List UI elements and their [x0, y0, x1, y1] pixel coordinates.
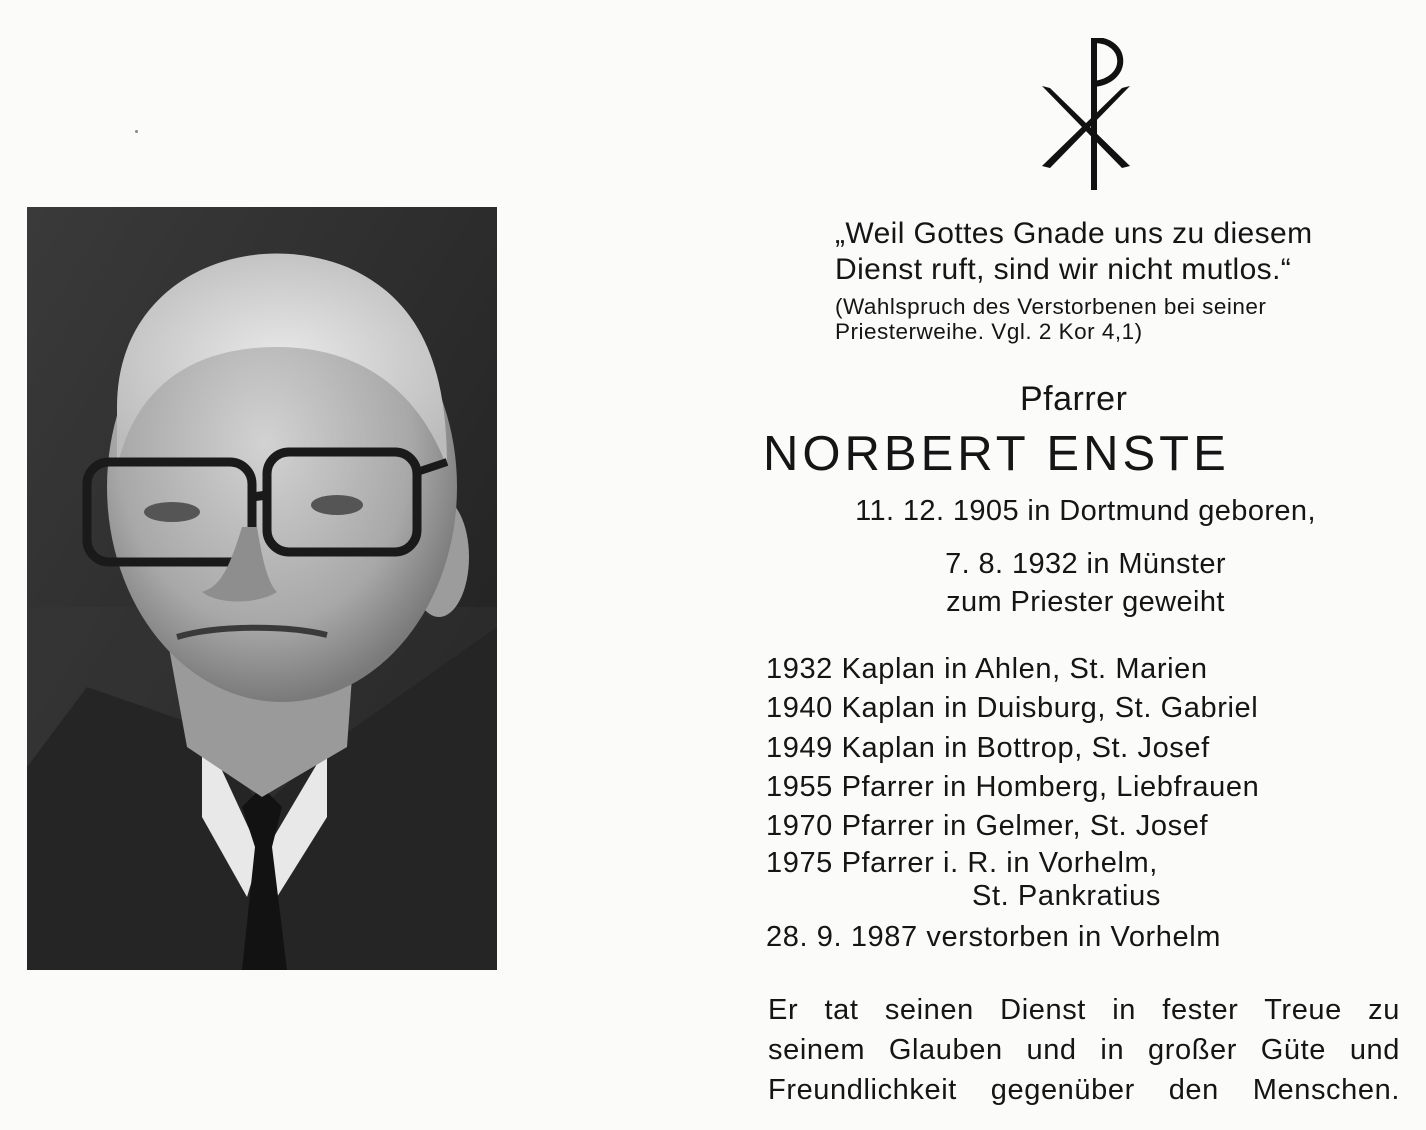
motto-note: (Wahlspruch des Verstorbenen bei seiner Priesterweihe. Vgl. 2 Kor 4,1)	[835, 294, 1267, 344]
career-item: 1955 Pfarrer in Homberg, Liebfrauen	[766, 770, 1260, 803]
tribute-line: seinem Glauben und in großer Güte und	[768, 1034, 1400, 1066]
tribute-line: Freundlichkeit gegenüber den Menschen.	[768, 1074, 1400, 1106]
tribute-text	[768, 990, 1400, 1110]
career-item: 1940 Kaplan in Duisburg, St. Gabriel	[766, 692, 1259, 725]
title-line: Pfarrer	[1020, 380, 1128, 418]
deceased-name: NORBERT ENSTE	[763, 427, 1230, 481]
birth-line: 11. 12. 1905 in Dortmund geboren,	[855, 495, 1316, 527]
career-item: 1975 Pfarrer i. R. in Vorhelm,	[766, 847, 1158, 880]
ordination-line-2: zum Priester geweiht	[946, 586, 1225, 618]
career-item: 1932 Kaplan in Ahlen, St. Marien	[766, 653, 1208, 685]
tribute-line: Er tat seinen Dienst in fester Treue zu	[768, 994, 1400, 1026]
motto-quote: „Weil Gottes Gnade uns zu diesem Dienst ruft, sind wir nicht mutlos.“	[835, 217, 1313, 286]
career-item: 1949 Kaplan in Bottrop, St. Josef	[766, 731, 1210, 764]
career-item: 1970 Pfarrer in Gelmer, St. Josef	[766, 810, 1209, 843]
chi-rho-icon	[1030, 38, 1140, 193]
portrait-photo	[27, 207, 497, 970]
career-item: St. Pankratius	[972, 880, 1161, 913]
ordination-line: 7. 8. 1932 in Münster	[945, 548, 1226, 580]
death-line: 28. 9. 1987 verstorben in Vorhelm	[766, 921, 1222, 954]
career-list	[766, 650, 1406, 958]
